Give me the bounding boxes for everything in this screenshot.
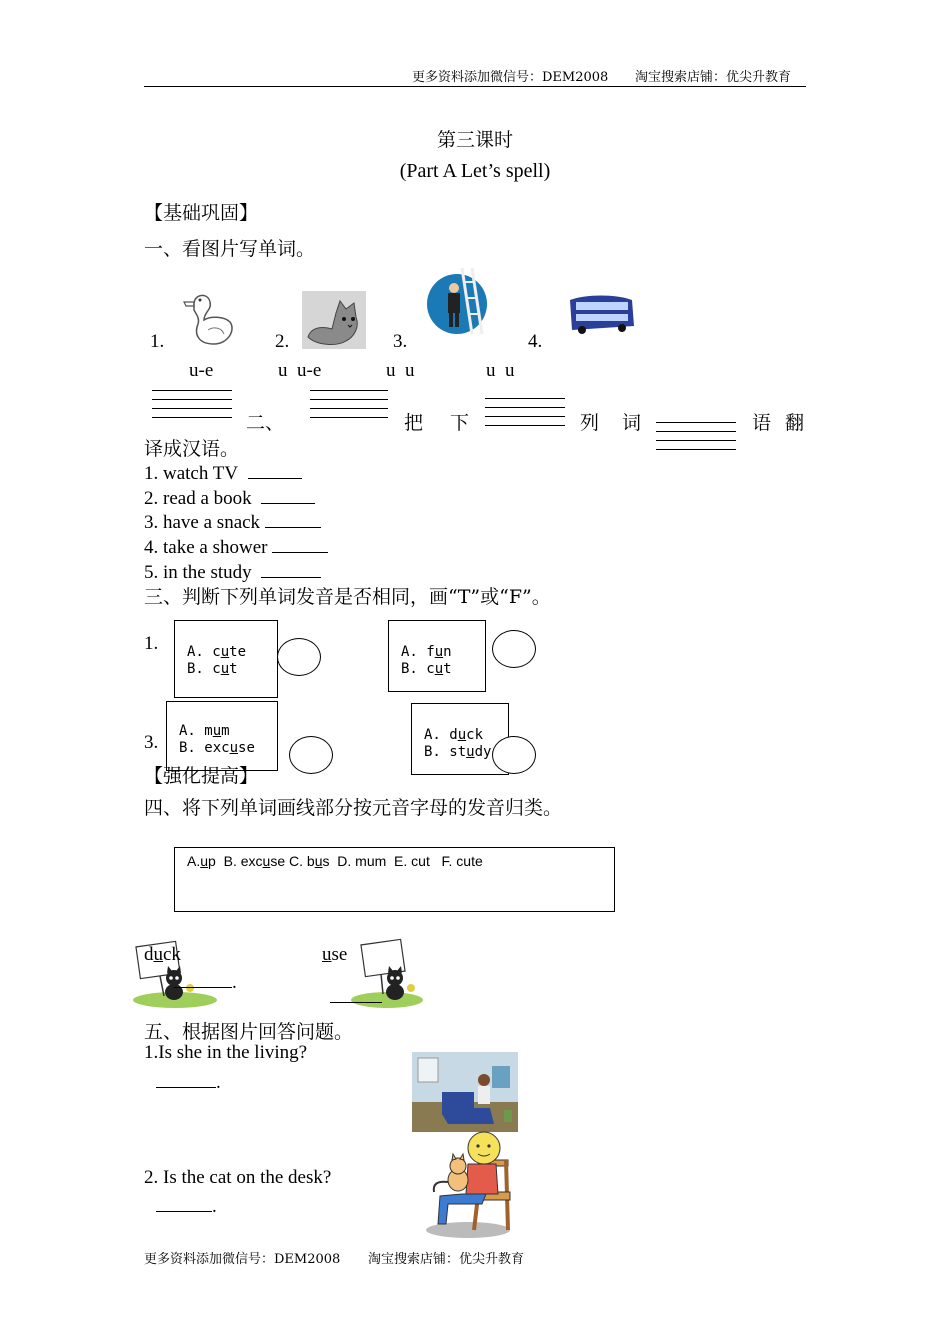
q5-item-1-answer: . <box>156 1068 221 1094</box>
q4-word-box <box>174 847 615 912</box>
q3-group-2-option-b: B. cut <box>401 661 452 677</box>
q4-heading: 四、将下列单词画线部分按元音字母的发音归类。 <box>144 797 563 819</box>
q5-item-2-blank[interactable] <box>156 1192 212 1212</box>
q1-item-2-pattern: u u-e <box>278 360 322 381</box>
q3-group-2-box <box>388 620 486 692</box>
q2-item-1-blank[interactable] <box>248 459 302 479</box>
q4-word-list: A.up B. excuse C. bus D. mum E. cut F. cute <box>187 853 483 869</box>
q1-item-1-number: 1. <box>150 331 165 352</box>
q5-item-2-answer: . <box>156 1192 217 1218</box>
q2-item-4-blank[interactable] <box>272 533 328 553</box>
q2-item-5-blank[interactable] <box>261 558 321 578</box>
q5-item-1-blank[interactable] <box>156 1068 216 1088</box>
q2-heading-part-3: 下 <box>450 412 470 434</box>
q4-left-word: duck <box>144 944 181 965</box>
section-basic: 【基础巩固】 <box>144 202 259 224</box>
q2-heading-part-6: 语 <box>752 412 772 434</box>
footer-wechat: 更多资料添加微信号：DEM2008 <box>144 1252 341 1267</box>
q5-item-1-question: 1.Is she in the living? <box>144 1042 308 1063</box>
q1-item-3-answer-lines[interactable] <box>485 398 565 434</box>
q4-left-answer: . <box>174 968 237 994</box>
q5-heading: 五、根据图片回答问题。 <box>144 1021 354 1043</box>
q3-group-2-option-a: A. fun <box>401 644 452 660</box>
q4-right-word: use <box>322 944 348 965</box>
q1-item-3-number: 3. <box>393 331 408 352</box>
boy-with-cat-icon <box>422 1130 518 1240</box>
page-subtitle: (Part A Let’s spell) <box>399 160 551 182</box>
q1-item-4-answer-lines[interactable] <box>656 422 736 458</box>
q2-heading-continued: 译成汉语。 <box>144 438 240 460</box>
q1-item-1-pattern: u-e <box>189 360 214 381</box>
q1-item-1-answer-lines[interactable] <box>152 390 232 426</box>
section-strengthen: 【强化提高】 <box>144 765 259 787</box>
q2-item-4: 4. take a shower <box>144 533 328 559</box>
duck-icon <box>180 290 236 348</box>
q2-item-1: 1. watch TV <box>144 459 302 485</box>
footer-shop: 淘宝搜索店铺：优尖升教育 <box>368 1252 525 1267</box>
cat-icon <box>302 291 366 349</box>
q2-heading-part-7: 翻 <box>785 412 805 434</box>
q2-item-3-blank[interactable] <box>265 508 321 528</box>
q3-group-1-answer-circle[interactable] <box>277 638 321 676</box>
q3-group-4-option-b: B. study <box>424 744 492 760</box>
q1-heading: 一、看图片写单词。 <box>144 238 316 260</box>
q3-group-1-option-b: B. cut <box>187 661 238 677</box>
q2-heading-part-4: 列 <box>580 412 600 434</box>
man-on-ladder-icon <box>424 266 490 336</box>
q4-left-blank[interactable] <box>174 968 232 988</box>
q3-group-3-option-a: A. mum <box>179 723 230 739</box>
q2-heading-part-1: 二、 <box>246 412 285 434</box>
q2-item-2-blank[interactable] <box>261 484 315 504</box>
q2-heading-part-2: 把 <box>404 412 424 434</box>
q3-group-4-option-a: A. duck <box>424 727 484 743</box>
bus-icon <box>566 292 636 334</box>
header-shop: 淘宝搜索店铺：优尖升教育 <box>635 70 792 85</box>
q4-right-blank[interactable] <box>330 986 382 1003</box>
q3-group-2-answer-circle[interactable] <box>492 630 536 668</box>
q3-group-4-answer-circle[interactable] <box>492 736 536 774</box>
header-rule <box>144 86 806 87</box>
q1-item-4-pattern: u u <box>486 360 515 381</box>
q3-heading: 三、判断下列单词发音是否相同，画“T”或“F”。 <box>144 586 551 608</box>
q3-group-1-box <box>174 620 278 698</box>
page-title: 第三课时 <box>436 129 513 151</box>
living-room-icon <box>412 1052 518 1132</box>
q3-group-1-option-a: A. cute <box>187 644 247 660</box>
q3-number-1: 1. <box>144 633 159 654</box>
q1-item-4-number: 4. <box>528 331 543 352</box>
q1-item-3-pattern: u u <box>386 360 415 381</box>
q3-number-3: 3. <box>144 732 159 753</box>
header-wechat: 更多资料添加微信号：DEM2008 <box>412 70 609 85</box>
q5-item-2-question: 2. Is the cat on the desk? <box>144 1167 332 1188</box>
q3-group-3-option-b: B. excuse <box>179 740 255 756</box>
q1-item-2-number: 2. <box>275 331 290 352</box>
q2-item-2: 2. read a book <box>144 484 315 510</box>
q2-item-3: 3. have a snack <box>144 508 321 534</box>
q3-group-3-answer-circle[interactable] <box>289 736 333 774</box>
q4-right-answer <box>330 986 382 1003</box>
q2-heading-part-5: 词 <box>622 412 642 434</box>
q1-item-2-answer-lines[interactable] <box>310 390 388 426</box>
q2-item-5: 5. in the study <box>144 558 321 584</box>
